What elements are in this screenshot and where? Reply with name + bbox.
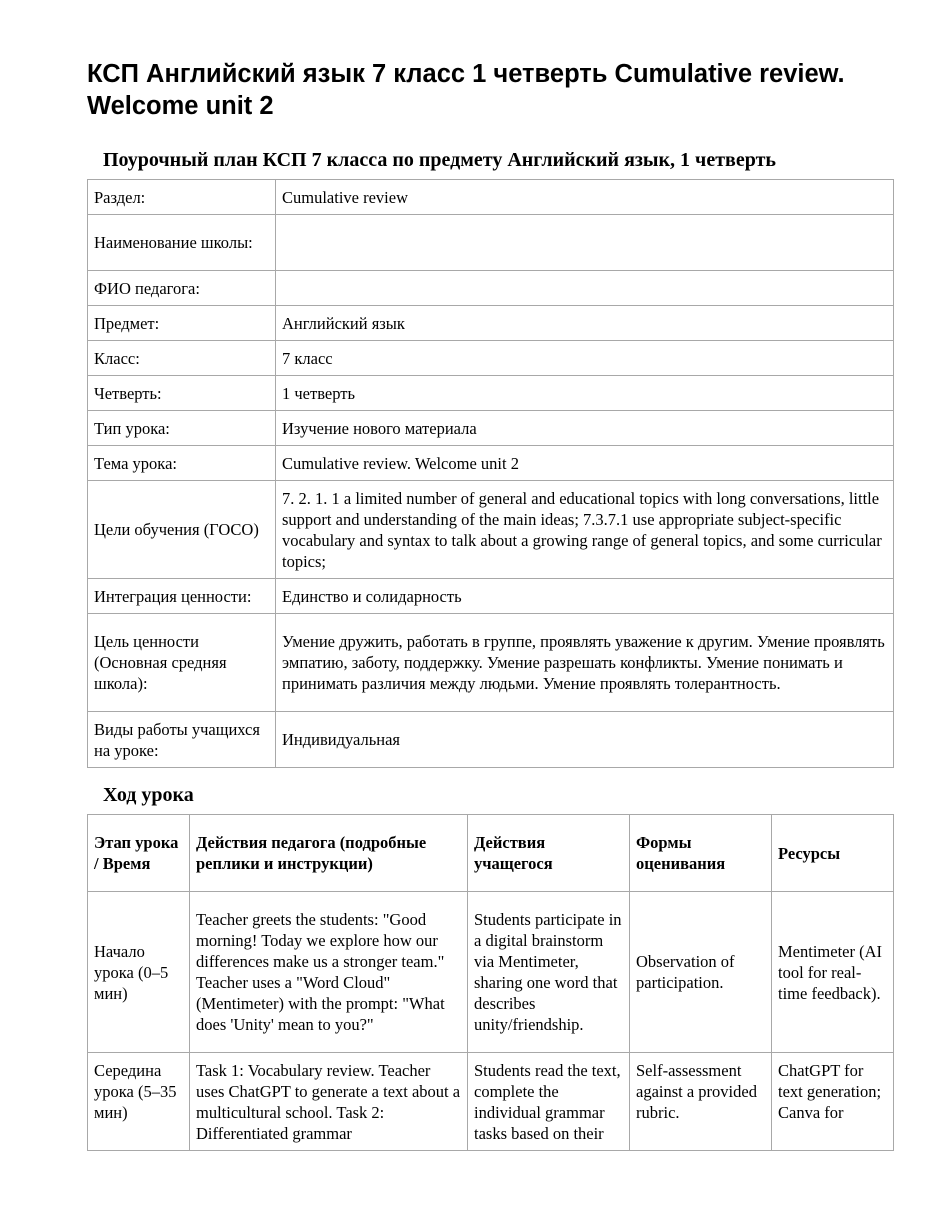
plan-value: 7. 2. 1. 1 a limited number of general and educational topics with long conversations, little support and understanding of the main ideas; 7.3.7.1 use appropriate subject-specific vocabulary and syntax to talk about a growing range of general topics, and some curricular topics; [276, 481, 894, 579]
lesson-plan-table [87, 179, 894, 768]
plan-row-work-types [88, 712, 894, 768]
plan-value: Cumulative review. Welcome unit 2 [276, 446, 894, 481]
stage-cell [88, 1053, 190, 1151]
plan-label: Предмет: [88, 306, 276, 341]
assessment-cell [630, 1053, 772, 1151]
plan-row-grade [88, 341, 894, 376]
plan-value: 7 класс [276, 341, 894, 376]
plan-row-learning-objectives [88, 481, 894, 579]
teacher-actions-cell: Teacher greets the students: "Good morning! Today we explore how our differences make us a stronger team." Teacher uses a "Word Cloud" (Mentimeter) with the prompt: "What does 'Unity' mean to you?" [190, 892, 468, 1053]
plan-row-value-integration [88, 579, 894, 614]
lesson-header-row [88, 815, 894, 892]
plan-label: Тип урока: [88, 411, 276, 446]
column-header-teacher: Действия педагога (подробные реплики и инструкции) [190, 815, 468, 892]
lesson-flow-table [87, 814, 894, 1151]
plan-value: Cumulative review [276, 180, 894, 215]
plan-row-subject [88, 306, 894, 341]
plan-row-lesson-topic [88, 446, 894, 481]
plan-label: Раздел: [88, 180, 276, 215]
plan-label: Тема урока: [88, 446, 276, 481]
plan-value: Умение дружить, работать в группе, проявлять уважение к другим. Умение проявлять эмпатию, заботу, поддержку. Умение разрешать конфликты. Умение понимать и принимать различия между людьми. Умение проявлять толерантность. [276, 614, 894, 712]
assessment-cell: Observation of participation. [630, 892, 772, 1053]
document-title: КСП Английский язык 7 класс 1 четверть Cumulative review. Welcome unit 2 [87, 60, 845, 120]
lesson-heading: Ход урока [103, 784, 194, 806]
resources-cell: Mentimeter (AI tool for real-time feedback). [772, 892, 894, 1053]
stage-text: Середина урока (5–35 мин) [94, 1061, 177, 1122]
plan-row-teacher [88, 271, 894, 306]
plan-label: Виды работы учащихся на уроке: [88, 712, 276, 768]
column-header-resources: Ресурсы [772, 815, 894, 892]
assessment-text: Self-assessment against a provided rubric. [636, 1061, 757, 1122]
teacher-actions-text: Task 1: Vocabulary review. Teacher uses ChatGPT to generate a text about a multicultural school. Task 2: Differentiated grammar [196, 1061, 461, 1143]
table-row [88, 892, 894, 1053]
column-header-student: Действия учащегося [468, 815, 630, 892]
plan-row-school [88, 215, 894, 271]
plan-row-quarter [88, 376, 894, 411]
resources-cell [772, 1053, 894, 1151]
column-header-assessment: Формы оценивания [630, 815, 772, 892]
plan-value [276, 271, 894, 306]
stage-cell: Начало урока (0–5 мин) [88, 892, 190, 1053]
plan-label: Интеграция ценности: [88, 579, 276, 614]
plan-row-lesson-type [88, 411, 894, 446]
plan-label: Четверть: [88, 376, 276, 411]
student-actions-text: Students read the text, complete the individual grammar tasks based on their [474, 1061, 621, 1143]
resources-text: ChatGPT for text generation; Canva for [778, 1061, 882, 1122]
student-actions-cell [468, 1053, 630, 1151]
student-actions-cell: Students participate in a digital brainstorm via Mentimeter, sharing one word that describes unity/friendship. [468, 892, 630, 1053]
plan-label: ФИО педагога: [88, 271, 276, 306]
plan-label: Наименование школы: [88, 215, 276, 271]
plan-heading: Поурочный план КСП 7 класса по предмету Английский язык, 1 четверть [103, 149, 776, 171]
teacher-actions-cell [190, 1053, 468, 1151]
plan-label: Цели обучения (ГОСО) [88, 481, 276, 579]
plan-value [276, 215, 894, 271]
plan-label: Класс: [88, 341, 276, 376]
plan-value: Индивидуальная [276, 712, 894, 768]
plan-value: Английский язык [276, 306, 894, 341]
column-header-stage: Этап урока / Время [88, 815, 190, 892]
plan-value: Единство и солидарность [276, 579, 894, 614]
plan-row-value-goal [88, 614, 894, 712]
plan-value: 1 четверть [276, 376, 894, 411]
table-row [88, 1053, 894, 1151]
plan-value: Изучение нового материала [276, 411, 894, 446]
plan-row-section [88, 180, 894, 215]
plan-label: Цель ценности (Основная средняя школа): [88, 614, 276, 712]
